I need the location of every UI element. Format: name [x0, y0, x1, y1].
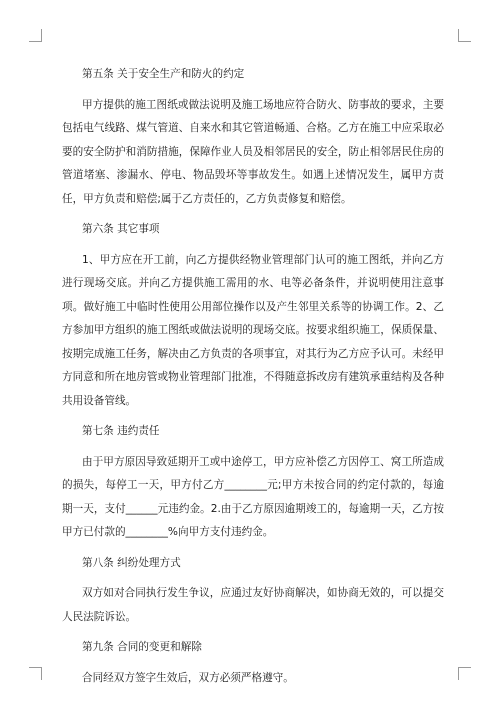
section-9-body: 合同经双方签字生效后，双方必须严格遵守。 [82, 671, 294, 684]
crop-mark-top-right [458, 29, 471, 42]
section-8-heading: 第八条 纠纷处理方式 [82, 556, 181, 569]
crop-mark-top-left [29, 29, 42, 42]
section-9-heading: 第九条 合同的变更和解除 [82, 641, 202, 653]
section-6-body: 1、甲方应在开工前，向乙方提供经物业管理部门认可的施工图纸，并向乙方进行现场交底。并向乙方提供施工需用的水、电等必备条件，并说明使用注意事项。做好施工中临时性使用公用部位操作以及产生邻里关系等的协调工作。2、乙方参加甲方组织的施工图纸或做法说明的现场交底。按要求组织施工，保质保量、按期完成施工任务，解决由乙方负责的各项事宜，对其行为乙方应予认可。未经甲方同意和所在地房管或物业管理部门批准，不得随意拆改房有建筑承重结构及各种共用设备管线。 [62, 253, 444, 407]
section-6-heading: 第六条 其它事项 [82, 223, 160, 235]
section-5-body: 甲方提供的施工图纸或做法说明及施工场地应符合防火、防事故的要求，主要包括电气线路、煤气管道、自来水和其它管道畅通、合格。乙方在施工中应采取必要的安全防护和消防措施，保障作业人员及相邻居民的安全，防止相邻居民住房的管道堵塞、渗漏水、停电、物品毁坏等事故发生。如遇上述情况发生，属甲方责任，甲方负责和赔偿;属于乙方责任的，乙方负责修复和赔偿。 [62, 98, 444, 205]
crop-mark-bottom-left [29, 667, 42, 680]
crop-mark-bottom-right [458, 667, 471, 680]
document-page [62, 63, 444, 697]
section-7-body: 由于甲方原因导致延期开工或中途停工，甲方应补偿乙方因停工、窝工所造成的损失，每停工一天，甲方付乙方________元;甲方未按合同的约定付款的，每逾期一天，支付______元违约金。2.由于乙方原因逾期竣工的，每逾期一天，乙方按甲方已付款的________%向甲方支付违约金。 [62, 455, 444, 538]
section-5-heading: 第五条 关于安全生产和防火的约定 [82, 68, 245, 80]
section-7-heading: 第七条 违约责任 [82, 425, 160, 437]
section-8-body: 双方如对合同执行发生争议，应通过友好协商解决，如协商无效的，可以提交人民法院诉讼。 [62, 587, 444, 623]
